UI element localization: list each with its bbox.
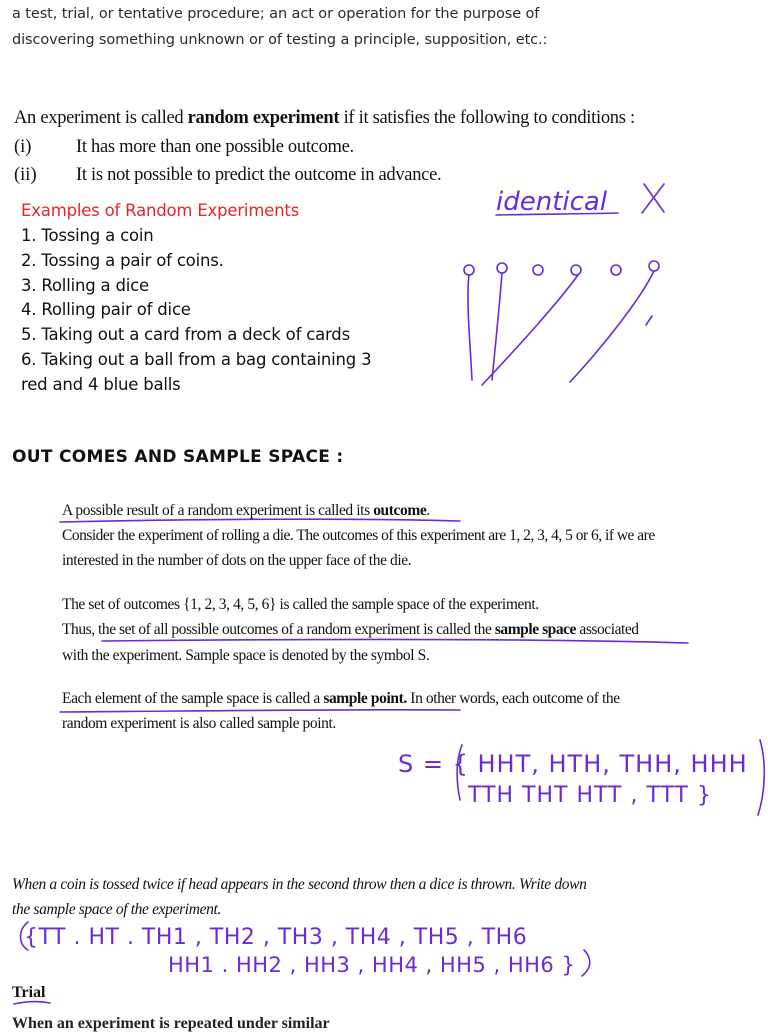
answer-brace-right <box>582 950 590 976</box>
sample-point-underline <box>60 710 460 712</box>
outcome-pre: A possible result of a random experiment is called its <box>62 502 374 519</box>
example-item-3: 3. Rolling a dice <box>21 276 149 295</box>
cross-mark <box>642 184 664 213</box>
sample-space-line-2-hand: TTH THT HTT , TTT } <box>468 783 712 808</box>
answer-line-1-hand: {TT . HT . TH1 , TH2 , TH3 , TH4 , TH5 , TH6 <box>24 925 528 950</box>
condition-2-marker: (ii) <box>14 165 37 185</box>
examples-title: Examples of Random Experiments <box>21 201 300 220</box>
definition-pre: An experiment is called <box>14 108 188 128</box>
sample-point-term: sample point. <box>323 690 407 707</box>
question-line-2: the sample space of the experiment. <box>12 901 221 918</box>
intro-line-1: a test, trial, or tentative procedure; an act or operation for the purpose of <box>12 6 540 22</box>
outcome-sketch <box>464 261 659 385</box>
example-item-4: 4. Rolling pair of dice <box>21 300 191 319</box>
question-line-1: When a coin is tossed twice if head appears in the second throw then a dice is thrown. Write down <box>12 876 587 893</box>
answer-line-2-hand: HH1 . HH2 , HH3 , HH4 , HH5 , HH6 } <box>168 953 576 977</box>
intro-line-2: discovering something unknown or of testing a principle, supposition, etc.: <box>12 32 548 48</box>
definition-term: random experiment <box>187 108 340 128</box>
condition-1-text: It has more than one possible outcome. <box>76 137 354 157</box>
example-item-2: 2. Tossing a pair of coins. <box>21 251 224 270</box>
identical-note: identical <box>496 187 608 217</box>
example-item-5: 5. Taking out a card from a deck of cards <box>21 325 350 344</box>
cutoff-line: When an experiment is repeated under similar <box>12 1015 330 1032</box>
sample-point-post: In other words, each outcome of the <box>406 690 620 707</box>
trial-underline <box>14 1002 50 1004</box>
outcome-line-3: interested in the number of dots on the upper face of the die. <box>62 552 412 569</box>
sample-space-line-1-hand: S = { HHT, HTH, THH, HHH <box>398 750 748 778</box>
section-heading: OUT COMES AND SAMPLE SPACE : <box>12 447 344 467</box>
trial-heading: Trial <box>12 984 46 1001</box>
example-item-6: 6. Taking out a ball from a bag containing 3 <box>21 350 372 369</box>
outcome-post: . <box>426 502 430 519</box>
condition-1-marker: (i) <box>14 137 32 157</box>
outcome-term: outcome <box>373 502 427 519</box>
example-item-1: 1. Tossing a coin <box>21 226 154 245</box>
sample-space-underline <box>102 639 688 643</box>
sample-space-pre: Thus, the set of all possible outcomes of a random experiment is called the <box>62 621 495 638</box>
outcome-underline <box>60 519 460 522</box>
outcome-line-2: Consider the experiment of rolling a die. The outcomes of this experiment are 1, 2, 3, 4, 5 or 6, if we are <box>62 527 655 544</box>
sample-space-line-3: with the experiment. Sample space is denoted by the symbol S. <box>62 647 430 664</box>
sample-space-term: sample space <box>494 621 576 638</box>
s-brace-right <box>758 740 764 815</box>
sample-space-post: associated <box>575 621 639 638</box>
condition-2-text: It is not possible to predict the outcome in advance. <box>76 165 442 185</box>
sample-point-line-2: random experiment is also called sample point. <box>62 715 336 732</box>
sample-point-pre: Each element of the sample space is called a <box>62 690 324 707</box>
example-item-6-cont: red and 4 blue balls <box>21 375 181 394</box>
sample-space-line-1: The set of outcomes {1, 2, 3, 4, 5, 6} is called the sample space of the experiment. <box>62 596 539 613</box>
definition-post: if it satisfies the following to conditions : <box>339 108 635 128</box>
